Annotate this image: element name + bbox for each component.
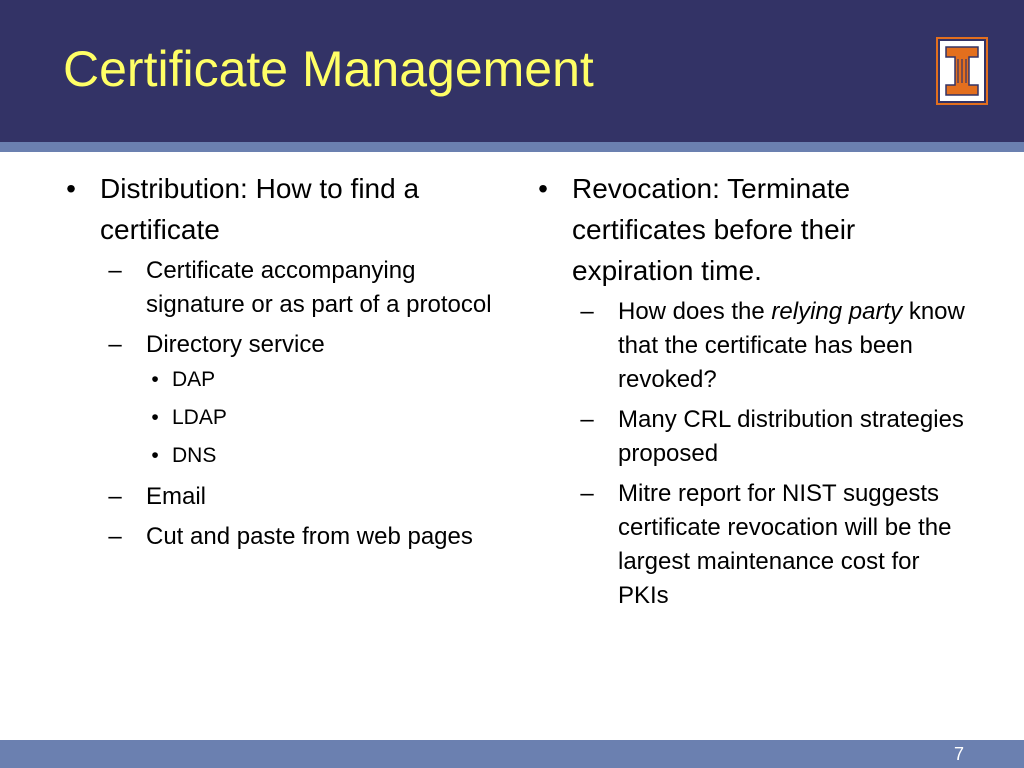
list-item-text: Mitre report for NIST suggests certificate revocation will be the largest maintenance cost for PKIs (618, 480, 952, 609)
list-item (100, 328, 506, 470)
dash-marker: – (108, 523, 122, 550)
right-column (528, 168, 968, 619)
list-item-text: LDAP (172, 406, 227, 429)
title-bar (0, 0, 1024, 142)
list-item (146, 442, 506, 470)
university-of-illinois-logo-icon (936, 37, 988, 105)
dash-marker: – (580, 298, 594, 325)
left-column (56, 168, 506, 560)
dash-marker: – (108, 483, 122, 510)
list-item-text: Cut and paste from web pages (146, 523, 473, 550)
list-item (100, 520, 506, 554)
list-item-text: DNS (172, 444, 217, 467)
directory-service-subitems (146, 366, 506, 470)
distribution-subitems (56, 254, 506, 554)
list-item (146, 366, 506, 394)
slide-title: Certificate Management (63, 41, 594, 97)
dash-marker: – (580, 406, 594, 433)
list-item-text: Certificate accompanying signature or as part of a protocol (146, 257, 492, 318)
bullet-text: Distribution: How to find a certificate (100, 173, 420, 245)
list-item (100, 480, 506, 514)
list-item-text (618, 295, 968, 397)
list-item (572, 295, 968, 397)
list-item (100, 254, 506, 322)
bullet-marker: • (66, 173, 76, 204)
footer-bar (0, 740, 1024, 768)
list-item-text: DAP (172, 368, 216, 391)
text-segment: How does the (618, 298, 772, 325)
bullet-revocation (528, 168, 968, 291)
bullet-text: Revocation: Terminate certificates before their expiration time. (572, 173, 856, 286)
dash-marker: – (108, 331, 122, 358)
revocation-subitems (528, 295, 968, 613)
list-item-text: Email (146, 483, 207, 510)
text-segment: know that the certificate has been revoked? (618, 298, 965, 393)
list-item (572, 477, 968, 613)
list-item (572, 403, 968, 471)
bullet-marker: • (538, 173, 548, 204)
list-item-text: Many CRL distribution strategies proposed (618, 406, 964, 467)
dash-marker: – (580, 480, 594, 507)
bullet-marker: • (151, 444, 159, 467)
header-divider (0, 142, 1024, 152)
bullet-marker: • (151, 406, 159, 429)
dash-marker: – (108, 257, 122, 284)
bullet-distribution (56, 168, 506, 250)
bullet-marker: • (151, 368, 159, 391)
page-number: 7 (953, 744, 964, 764)
emphasized-text: relying party (771, 298, 903, 325)
list-item-text: Directory service (146, 331, 325, 358)
list-item (146, 404, 506, 432)
